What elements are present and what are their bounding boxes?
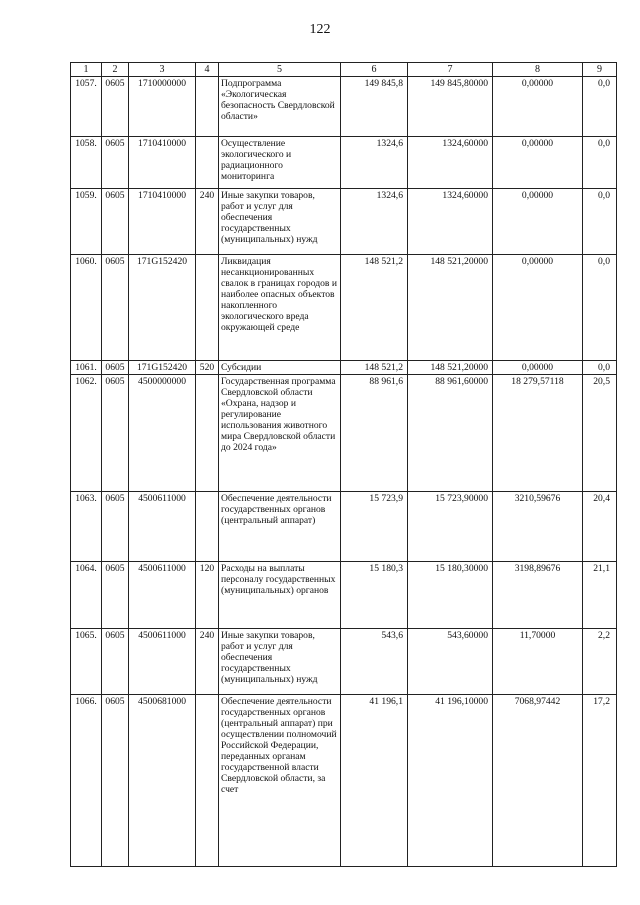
value-col-7: 15 180,30000 xyxy=(408,562,493,629)
expense-type-code: 240 xyxy=(196,629,219,695)
item-name: Осуществление экологического и радиационного мониторинга xyxy=(219,137,341,189)
value-col-8: 0,00000 xyxy=(493,361,583,375)
row-number: 1065. xyxy=(71,629,102,695)
value-col-6: 15 180,3 xyxy=(341,562,408,629)
item-name: Расходы на выплаты персоналу государственных (муниципальных) органов xyxy=(219,562,341,629)
row-number: 1064. xyxy=(71,562,102,629)
table-row xyxy=(71,695,617,867)
column-header-6: 6 xyxy=(341,63,408,77)
table-row xyxy=(71,629,617,695)
item-name: Государственная программа Свердловской области «Охрана, надзор и регулирование использования животного мира Свердловской области до 2024 года» xyxy=(219,375,341,492)
value-col-9: 20,4 xyxy=(583,492,617,562)
expense-type-code xyxy=(196,137,219,189)
page-number: 122 xyxy=(309,22,331,37)
row-number: 1062. xyxy=(71,375,102,492)
target-article-code: 171G152420 xyxy=(129,255,196,361)
value-col-7: 88 961,60000 xyxy=(408,375,493,492)
value-col-6: 1324,6 xyxy=(341,137,408,189)
value-col-7: 148 521,20000 xyxy=(408,361,493,375)
budget-table xyxy=(70,62,617,867)
value-col-8: 0,00000 xyxy=(493,137,583,189)
value-col-7: 1324,60000 xyxy=(408,137,493,189)
target-article-code: 1710000000 xyxy=(129,77,196,137)
section-code: 0605 xyxy=(102,492,129,562)
target-article-code: 171G152420 xyxy=(129,361,196,375)
table-row xyxy=(71,255,617,361)
column-header-8: 8 xyxy=(493,63,583,77)
value-col-8: 18 279,57118 xyxy=(493,375,583,492)
target-article-code: 4500000000 xyxy=(129,375,196,492)
target-article-code: 4500611000 xyxy=(129,562,196,629)
section-code: 0605 xyxy=(102,562,129,629)
table-row xyxy=(71,77,617,137)
section-code: 0605 xyxy=(102,137,129,189)
table-row xyxy=(71,375,617,492)
section-code: 0605 xyxy=(102,255,129,361)
item-name: Ликвидация несанкционированных свалок в границах городов и наиболее опасных объектов накопленного экологического вреда окружающей среде xyxy=(219,255,341,361)
item-name: Обеспечение деятельности государственных органов (центральный аппарат) xyxy=(219,492,341,562)
value-col-7: 149 845,80000 xyxy=(408,77,493,137)
header-row xyxy=(71,63,617,77)
column-header-4: 4 xyxy=(196,63,219,77)
column-header-5: 5 xyxy=(219,63,341,77)
table-row xyxy=(71,361,617,375)
value-col-9: 0,0 xyxy=(583,189,617,255)
value-col-8: 3210,59676 xyxy=(493,492,583,562)
row-number: 1063. xyxy=(71,492,102,562)
expense-type-code xyxy=(196,695,219,867)
value-col-9: 2,2 xyxy=(583,629,617,695)
value-col-6: 1324,6 xyxy=(341,189,408,255)
table-row xyxy=(71,189,617,255)
row-number: 1060. xyxy=(71,255,102,361)
value-col-8: 11,70000 xyxy=(493,629,583,695)
column-header-7: 7 xyxy=(408,63,493,77)
row-number: 1059. xyxy=(71,189,102,255)
section-code: 0605 xyxy=(102,695,129,867)
target-article-code: 4500611000 xyxy=(129,492,196,562)
value-col-8: 3198,89676 xyxy=(493,562,583,629)
item-name: Субсидии xyxy=(219,361,341,375)
target-article-code: 4500681000 xyxy=(129,695,196,867)
section-code: 0605 xyxy=(102,189,129,255)
target-article-code: 4500611000 xyxy=(129,629,196,695)
value-col-9: 20,5 xyxy=(583,375,617,492)
expense-type-code xyxy=(196,255,219,361)
column-header-9: 9 xyxy=(583,63,617,77)
value-col-8: 0,00000 xyxy=(493,77,583,137)
expense-type-code xyxy=(196,375,219,492)
value-col-7: 15 723,90000 xyxy=(408,492,493,562)
column-header-2: 2 xyxy=(102,63,129,77)
section-code: 0605 xyxy=(102,77,129,137)
value-col-8: 7068,97442 xyxy=(493,695,583,867)
value-col-6: 88 961,6 xyxy=(341,375,408,492)
target-article-code: 1710410000 xyxy=(129,137,196,189)
item-name: Иные закупки товаров, работ и услуг для обеспечения государственных (муниципальных) нужд xyxy=(219,189,341,255)
value-col-9: 17,2 xyxy=(583,695,617,867)
table-row xyxy=(71,137,617,189)
table-row xyxy=(71,492,617,562)
column-header-1: 1 xyxy=(71,63,102,77)
value-col-9: 0,0 xyxy=(583,77,617,137)
section-code: 0605 xyxy=(102,361,129,375)
value-col-7: 543,60000 xyxy=(408,629,493,695)
item-name: Подпрограмма «Экологическая безопасность Свердловской области» xyxy=(219,77,341,137)
value-col-7: 41 196,10000 xyxy=(408,695,493,867)
value-col-9: 21,1 xyxy=(583,562,617,629)
expense-type-code xyxy=(196,492,219,562)
value-col-7: 148 521,20000 xyxy=(408,255,493,361)
value-col-6: 543,6 xyxy=(341,629,408,695)
target-article-code: 1710410000 xyxy=(129,189,196,255)
value-col-9: 0,0 xyxy=(583,255,617,361)
expense-type-code: 120 xyxy=(196,562,219,629)
value-col-8: 0,00000 xyxy=(493,189,583,255)
expense-type-code: 240 xyxy=(196,189,219,255)
row-number: 1058. xyxy=(71,137,102,189)
expense-type-code xyxy=(196,77,219,137)
row-number: 1066. xyxy=(71,695,102,867)
value-col-7: 1324,60000 xyxy=(408,189,493,255)
item-name: Обеспечение деятельности государственных органов (центральный аппарат) при осуществлении полномочий Российской Федерации, переданных органам государственной власти Свердловской области, за счет xyxy=(219,695,341,867)
value-col-9: 0,0 xyxy=(583,137,617,189)
value-col-6: 15 723,9 xyxy=(341,492,408,562)
item-name: Иные закупки товаров, работ и услуг для обеспечения государственных (муниципальных) нужд xyxy=(219,629,341,695)
value-col-8: 0,00000 xyxy=(493,255,583,361)
expense-type-code: 520 xyxy=(196,361,219,375)
value-col-6: 41 196,1 xyxy=(341,695,408,867)
table-row xyxy=(71,562,617,629)
column-header-3: 3 xyxy=(129,63,196,77)
section-code: 0605 xyxy=(102,629,129,695)
value-col-6: 148 521,2 xyxy=(341,361,408,375)
value-col-6: 149 845,8 xyxy=(341,77,408,137)
section-code: 0605 xyxy=(102,375,129,492)
value-col-6: 148 521,2 xyxy=(341,255,408,361)
row-number: 1061. xyxy=(71,361,102,375)
row-number: 1057. xyxy=(71,77,102,137)
value-col-9: 0,0 xyxy=(583,361,617,375)
